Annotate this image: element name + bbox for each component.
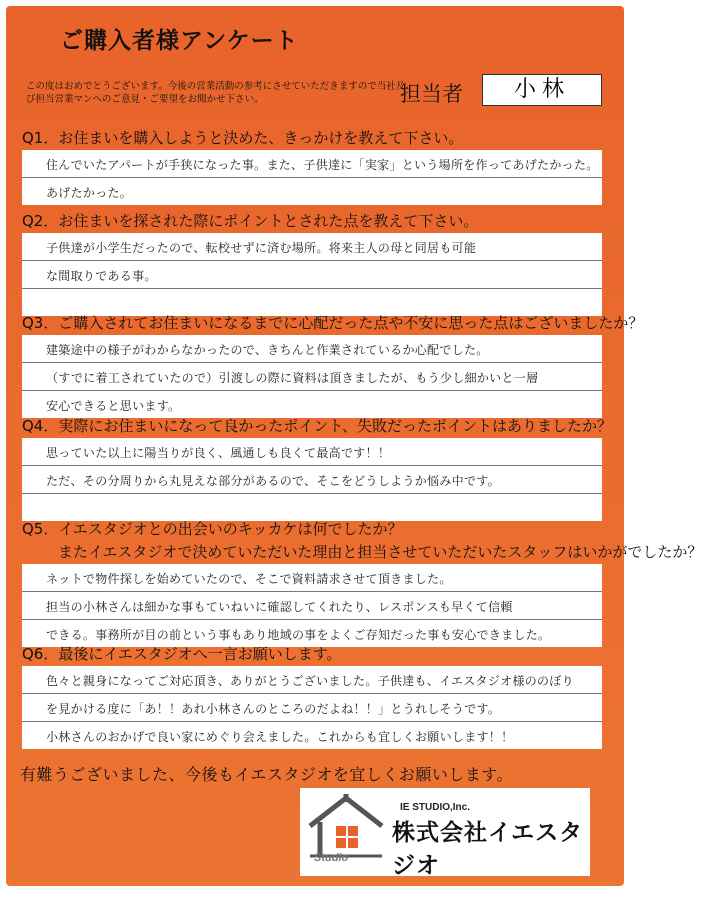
answer-2-box [22,233,602,316]
answer-4-box [22,438,602,521]
intro-text: この度はおめでとうございます。今後の営業活動の参考にさせていただきますので当社及び担当営業マンへのご意見・ご要望をお聞かせ下さい。 [26,81,406,105]
answer-line: 建築途中の様子がわからなかったので、きちんと作業されているか心配でした。 [22,335,602,363]
company-english-name: IE STUDIO,Inc. [400,802,471,813]
answer-line: 安心できると思います。 [46,399,181,413]
answer-line: 小林さんのおかげで良い家にめぐり会えました。これからも宜しくお願いします！！ [46,730,514,744]
thanks-message: 有難うございました、今後もイエスタジオを宜しくお願いします。 [20,765,514,784]
question-5: Q5．イエスタジオとの出会いのキッカケは何でしたか？ [22,520,403,538]
answer-line: 思っていた以上に陽当りが良く、風通しも良くて最高です！！ [22,438,602,466]
question-5-sub: またイエスタジオで決めていただいた理由と担当させていただいたスタッフはいかがでしたか？ [58,543,702,561]
staff-name-field: 小林 [482,74,602,106]
staff-label: 担当者 [400,82,463,106]
answer-5-box [22,564,602,647]
question-1: Q1．お住まいを購入しようと決めた、きっかけを教えて下さい。 [22,129,464,147]
answer-line: な間取りである事。 [22,261,602,289]
answer-6-box [22,666,602,749]
answer-line: （すでに着工されていたので）引渡しの際に資料は頂きましたが、もう少し細かいと一層 [22,363,602,391]
page-title: ご購入者様アンケート [60,28,299,54]
company-name: 株式会社イエスタジオ [392,820,584,879]
answer-line: 色々と親身になってご対応頂き、ありがとうございました。子供達も、イエスタジオ様ののぼり [22,666,602,694]
answer-line: できる。事務所が目の前という事もあり地域の事をよくご存知だった事も安心できました。 [46,628,551,642]
answer-line: ネットで物件探しを始めていたので、そこで資料請求させて頂きました。 [22,564,602,592]
company-logo [300,788,590,879]
answer-line [22,494,602,521]
answer-line: 担当の小林さんは細かな事もていねいに確認してくれたり、レスポンスも早くて信頼 [22,592,602,620]
answer-line: あげたかった。 [46,186,133,200]
answer-3-box [22,335,602,418]
question-2: Q2．お住まいを探された際にポイントとされた点を教えて下さい。 [22,212,479,230]
answer-line: を見かける度に「あ！！あれ小林さんのところのだよね！！」とうれしそうです。 [22,694,602,722]
answer-1-box [22,150,602,205]
question-6: Q6．最後にイエスタジオへ一言お願いします。 [22,645,342,663]
question-4: Q4．実際にお住まいになって良かったポイント、失敗だったポイントはありましたか？ [22,417,613,435]
logo-studio-text: Studio [314,852,349,864]
answer-line: 子供達が小学生だったので、転校せずに済む場所。将来主人の母と同居も可能 [22,233,602,261]
answer-line: 住んでいたアパートが手狭になった事。また、子供達に「実家」という場所を作ってあげたかった。 [22,150,602,178]
question-3: Q3．ご購入されてお住まいになるまでに心配だった点や不安に思った点はございましたか？ [22,314,644,332]
answer-line: ただ、その分周りから丸見えな部分があるので、そこをどうしようか悩み中です。 [22,466,602,494]
